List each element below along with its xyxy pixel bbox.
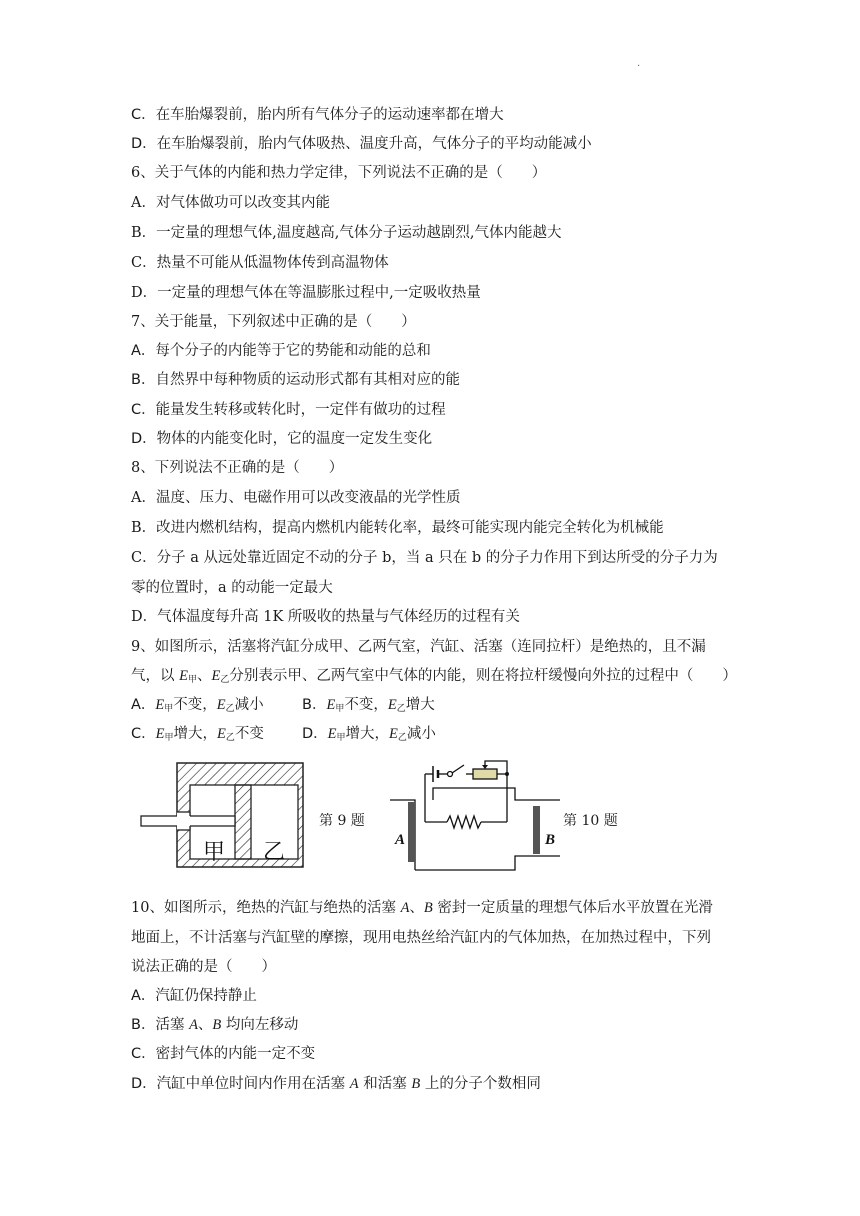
q6-option-c: C．热量不可能从低温物体传到高温物体: [131, 255, 389, 271]
q7-option-c: C．能量发生转移或转化时，一定伴有做功的过程: [131, 402, 446, 418]
q8-option-c-continued: 零的位置时，a 的动能一定最大: [131, 580, 333, 596]
q6-option-a: A．对气体做功可以改变其内能: [131, 195, 330, 211]
q9-option-c: C．$E_甲$增大，$E_乙$不变: [131, 726, 264, 743]
chamber-yi-label: 乙: [262, 840, 286, 865]
q10-stem-line3: 说法正确的是（ ）: [131, 959, 276, 975]
q8-option-b: B．改进内燃机结构，提高内燃机内能转化率，最终可能实现内能完全转化为机械能: [131, 520, 664, 536]
q8-option-a: A．温度、压力、电磁作用可以改变液晶的光学性质: [131, 490, 461, 506]
figure-10-circuit: [385, 760, 560, 872]
chamber-jia-label: 甲: [202, 840, 226, 865]
heater-coil: [447, 816, 481, 828]
figure-9-cylinder: [140, 760, 310, 872]
page-mark: .: [637, 58, 641, 69]
q6-stem: 6、关于气体的内能和热力学定律，下列说法不正确的是（ ）: [131, 165, 547, 181]
q7-option-b: B．自然界中每种物质的运动形式都有其相对应的能: [131, 372, 460, 388]
piston-A-label: A: [395, 832, 406, 848]
q6-option-d: D．一定量的理想气体在等温膨胀过程中,一定吸收热量: [131, 285, 481, 301]
q8-stem: 8、下列说法不正确的是（ ）: [131, 460, 344, 476]
q10-option-a: A．汽缸仍保持静止: [131, 988, 257, 1004]
q10-option-b: B．活塞 A、B 均向左移动: [131, 1017, 299, 1033]
piston-B: [533, 806, 540, 854]
switch-arm: [452, 765, 464, 773]
figure-9-caption: 第 9 题: [319, 813, 365, 829]
q9-stem-line1: 9、如图所示，活塞将汽缸分成甲、乙两气室，汽缸、活塞（连同拉杆）是绝热的，且不漏: [131, 639, 706, 655]
q10-option-d: D．汽缸中单位时间内作用在活塞 A 和活塞 B 上的分子个数相同: [131, 1076, 541, 1092]
q5-option-d: D．在车胎爆裂前，胎内气体吸热、温度升高，气体分子的平均动能减小: [131, 136, 592, 152]
q10-stem-line2: 地面上，不计活塞与汽缸壁的摩擦，现用电热丝给汽缸内的气体加热，在加热过程中，下列: [131, 930, 711, 946]
piston-B-label: B: [545, 832, 556, 848]
q9-option-d: D．$E_甲$增大，$E_乙$减小: [302, 726, 436, 743]
q9-option-b: B．$E_甲$不变，$E_乙$增大: [302, 697, 435, 714]
piston: [235, 785, 251, 859]
q7-stem: 7、关于能量，下列叙述中正确的是（ ）: [131, 314, 416, 330]
q5-option-c: C．在车胎爆裂前，胎内所有气体分子的运动速率都在增大: [131, 107, 504, 123]
q8-option-d: D．气体温度每升高 1K 所吸收的热量与气体经历的过程有关: [131, 609, 520, 625]
q7-option-d: D．物体的内能变化时，它的温度一定发生变化: [131, 431, 433, 447]
q7-option-a: A．每个分子的内能等于它的势能和动能的总和: [131, 343, 431, 359]
rheostat: [473, 769, 497, 779]
q6-option-b: B．一定量的理想气体,温度越高,气体分子运动越剧烈,气体内能越大: [131, 225, 562, 241]
q9-option-a: A．$E_甲$不变，$E_乙$减小: [131, 697, 264, 714]
q10-stem-line1: 10、如图所示，绝热的汽缸与绝热的活塞 A、B 密封一定质量的理想气体后水平放置在光滑: [131, 900, 713, 916]
figure-10-caption: 第 10 题: [563, 813, 618, 829]
q9-stem-line2: 气，以 $E_甲$、$E_乙$分别表示甲、乙两气室中气体的内能，则在将拉杆缓慢向外拉的过程中（ ）: [131, 668, 737, 685]
q10-option-c: C．密封气体的内能一定不变: [131, 1046, 316, 1062]
q8-option-c: C．分子 a 从远处靠近固定不动的分子 b，当 a 只在 b 的分子力作用下到达所受的分子力为: [131, 550, 718, 566]
piston-A: [408, 802, 415, 862]
